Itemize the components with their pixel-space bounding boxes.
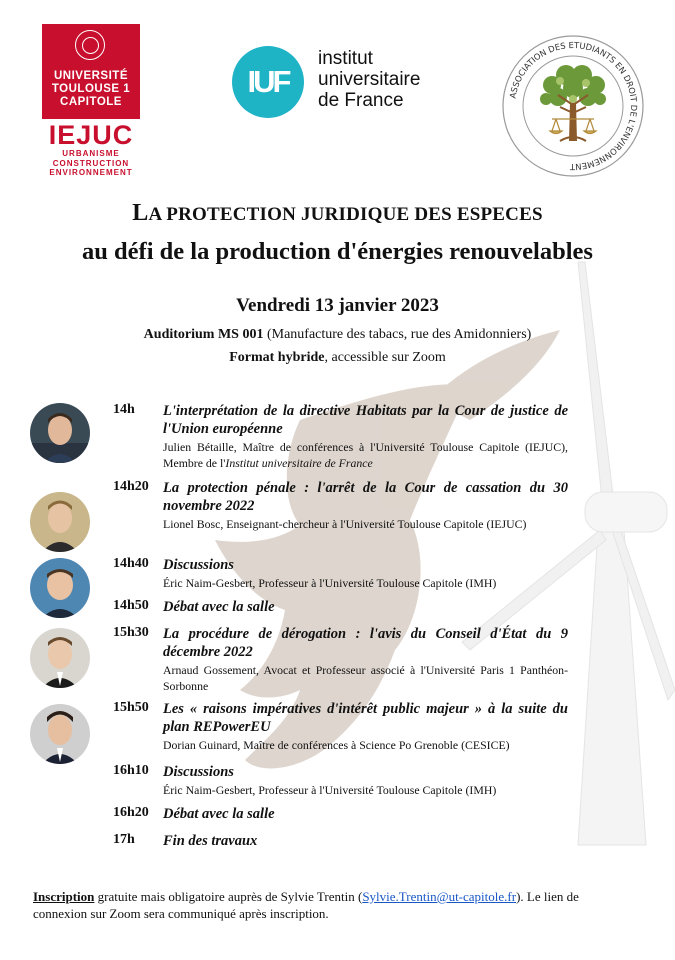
iuf-line-1: institut (318, 48, 373, 69)
ut-line-3: CAPITOLE (60, 96, 122, 108)
program-item (113, 832, 568, 852)
iuf-logo-text (318, 48, 420, 111)
event-date: Vendredi 13 janvier 2023 (236, 295, 439, 316)
program-time: 14h40 (113, 556, 149, 571)
program-time: 14h50 (113, 598, 149, 613)
program-item (113, 556, 568, 592)
format-type: Format hybride (229, 350, 325, 365)
ut-iejuc-logo (42, 24, 140, 180)
inscription-notice (33, 888, 633, 922)
inscription-label: Inscription (33, 889, 95, 904)
iuf-line-3: de France (318, 90, 404, 111)
speaker-photo-guinard (30, 704, 90, 764)
ut-red-block (42, 24, 140, 119)
program-speaker: Dorian Guinard, Maître de conférences à Science Po Grenoble (CESICE) (163, 738, 510, 752)
program-item (113, 402, 568, 472)
title-small-caps: A PROTECTION JURIDIQUE DES ESPECES (148, 204, 543, 225)
program-time: 16h20 (113, 805, 149, 820)
program-item (113, 625, 568, 695)
inscription-text-a: gratuite mais obligatoire auprès de Sylvie Trentin ( (94, 889, 363, 904)
program-talk-title: Discussions (163, 764, 234, 780)
ut-line-2: TOULOUSE 1 (51, 83, 131, 95)
program-talk-title: Débat avec la salle (163, 806, 275, 822)
inscription-text-b: ). Le lien de connexion sur Zoom sera communiqué après inscription. (33, 889, 579, 921)
ut-seal-icon (75, 30, 105, 60)
program-talk-title: L'interprétation de la directive Habitats par la Cour de justice de l'Union européenne (163, 403, 568, 437)
program-talk-title: Discussions (163, 557, 234, 573)
title-initial: L (132, 200, 149, 226)
iejuc-sub-2: CONSTRUCTION (52, 158, 130, 168)
venue-address: (Manufacture des tabacs, rue des Amidonniers) (263, 327, 532, 342)
program-time: 16h10 (113, 763, 149, 778)
speaker-affiliation-italic: Institut universitaire de France (225, 456, 373, 470)
speaker-photo-bosc (30, 492, 90, 552)
iejuc-subtitle (42, 149, 140, 178)
page-title-line-1 (0, 200, 675, 227)
ut-line-1: UNIVERSITÉ (53, 70, 128, 82)
program-speaker: Lionel Bosc, Enseignant-chercheur à l'Université Toulouse Capitole (IEJUC) (163, 517, 527, 531)
program-talk-title: La protection pénale : l'arrêt de la Cour de cassation du 30 novembre 2022 (163, 480, 568, 514)
speaker-photo-betaille (30, 403, 90, 463)
iejuc-name: IEJUC (48, 120, 134, 150)
iejuc-sub-1: URBANISME (62, 149, 120, 158)
iuf-line-2: universitaire (318, 69, 421, 90)
speaker-photo-naim-gesbert (30, 558, 90, 618)
association-ring-text: ASSOCIATION DES ETUDIANTS EN DROIT DE L'ENVIRONNEMENT (507, 39, 640, 173)
association-tree-logo (500, 33, 646, 179)
program-time: 14h20 (113, 479, 149, 494)
program-talk-title: Les « raisons impératives d'intérêt public majeur » à la suite du plan REPowerEU (163, 701, 568, 735)
page-title-line-2: au défi de la production d'énergies renouvelables (82, 238, 593, 265)
speaker-text: Julien Bétaille, Maître de conférences à l'Université Toulouse Capitole (IEJUC), Membre de l' (163, 440, 568, 470)
program-speaker: Éric Naim-Gesbert, Professeur à l'Université Toulouse Capitole (IMH) (163, 783, 497, 797)
program-speaker: Arnaud Gossement, Avocat et Professeur associé à l'Université Paris 1 Panthéon-Sorbonne (163, 663, 568, 693)
program-talk-title: Débat avec la salle (163, 599, 275, 615)
program-speaker (163, 439, 568, 471)
iuf-logo-mark: IUF (232, 46, 304, 118)
contact-email-link[interactable]: Sylvie.Trentin@ut-capitole.fr (362, 889, 517, 904)
program-item (113, 479, 568, 549)
iejuc-sub-3: ENVIRONNEMENT (49, 168, 133, 177)
ut-name (42, 70, 140, 109)
event-format (0, 350, 675, 366)
program-item (113, 700, 568, 755)
program-time: 17h (113, 832, 135, 847)
program-item (113, 763, 568, 799)
program-talk-title: Fin des travaux (163, 833, 258, 849)
event-venue (0, 327, 675, 343)
speaker-photo-gossement (30, 628, 90, 688)
program-time: 15h30 (113, 625, 149, 640)
format-detail: , accessible sur Zoom (324, 350, 446, 365)
program-time: 15h50 (113, 700, 149, 715)
program-item (113, 805, 568, 825)
program-item (113, 598, 568, 618)
program-time: 14h (113, 402, 135, 417)
program-talk-title: La procédure de dérogation : l'avis du Conseil d'État du 9 décembre 2022 (163, 626, 568, 660)
program-speaker: Éric Naim-Gesbert, Professeur à l'Université Toulouse Capitole (IMH) (163, 576, 497, 590)
venue-name: Auditorium MS 001 (143, 327, 264, 342)
